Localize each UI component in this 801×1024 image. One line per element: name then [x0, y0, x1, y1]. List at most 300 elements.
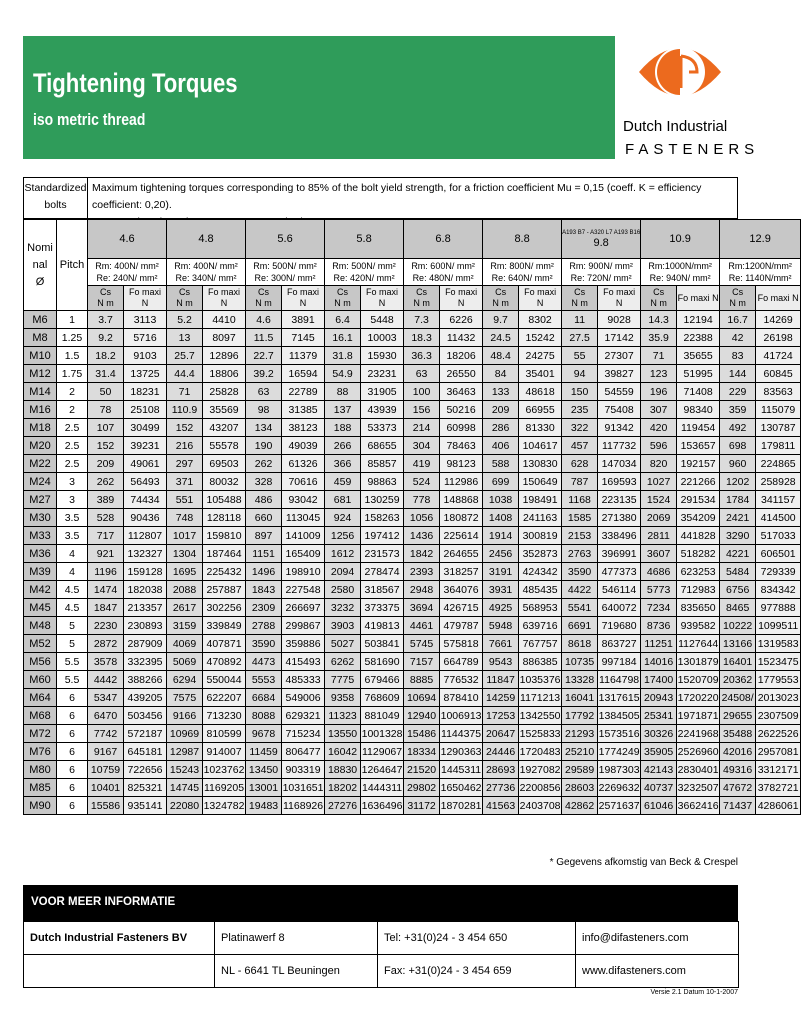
torque-cell: 11251: [641, 635, 677, 653]
grade-label: 5.8: [356, 233, 372, 245]
torque-cell: 137: [325, 401, 361, 419]
force-cell: 197412: [361, 527, 404, 545]
website-link[interactable]: www.difasteners.com: [576, 955, 739, 988]
force-cell: 49061: [124, 455, 167, 473]
torque-cell: 2763: [562, 545, 598, 563]
rm-value: Rm: 400N/ mm²: [174, 261, 238, 271]
unit-fo-part: N: [615, 298, 623, 308]
brand-name-line2: FASTENERS: [625, 141, 760, 158]
thread-size-cell: M8: [24, 329, 57, 347]
force-cell: 55578: [203, 437, 246, 455]
torque-cell: 4473: [246, 653, 282, 671]
torque-cell: 42016: [720, 743, 756, 761]
force-cell: 11432: [440, 329, 483, 347]
torque-cell: 71: [167, 383, 203, 401]
force-cell: 141009: [282, 527, 325, 545]
version-label: Versie 2.1 Datum 10-1-2007: [650, 989, 738, 996]
thread-size-cell: M39: [24, 563, 57, 581]
unit-cs-part: N m: [97, 298, 114, 308]
torque-cell: 2948: [404, 581, 440, 599]
grade-label: 4.8: [198, 233, 214, 245]
unit-cs: [720, 286, 756, 311]
torque-cell: 27276: [325, 797, 361, 815]
unit-cs-part: Cs: [416, 287, 428, 297]
force-cell: 39231: [124, 437, 167, 455]
force-cell: 300819: [519, 527, 562, 545]
torque-cell: 960: [720, 455, 756, 473]
torque-cell: 5553: [246, 671, 282, 689]
grade-label: 5.6: [277, 233, 293, 245]
force-cell: 622207: [203, 689, 246, 707]
torque-cell: 8885: [404, 671, 440, 689]
force-cell: 36463: [440, 383, 483, 401]
force-cell: 878410: [440, 689, 483, 707]
force-cell: 2957081: [756, 743, 801, 761]
torque-cell: 8736: [641, 617, 677, 635]
force-cell: 3662416: [677, 797, 720, 815]
torque-cell: 133: [483, 383, 519, 401]
torque-cell: 28693: [483, 761, 519, 779]
pitch-cell: 4.5: [57, 599, 88, 617]
force-cell: 278474: [361, 563, 404, 581]
force-cell: 48618: [519, 383, 562, 401]
torque-cell: 2393: [404, 563, 440, 581]
torque-cell: 16042: [325, 743, 361, 761]
force-cell: 977888: [756, 599, 801, 617]
table-row: [24, 635, 801, 653]
rm-value: Rm: 500N/ mm²: [253, 261, 317, 271]
force-cell: 153657: [677, 437, 720, 455]
torque-cell: 12940: [404, 707, 440, 725]
table-row: [24, 527, 801, 545]
unit-cs-part: N m: [334, 298, 351, 308]
force-cell: 825321: [124, 779, 167, 797]
torque-cell: 5541: [562, 599, 598, 617]
torque-cell: 1612: [325, 545, 361, 563]
force-cell: 1720220: [677, 689, 720, 707]
force-cell: 640072: [598, 599, 641, 617]
thread-size-cell: M56: [24, 653, 57, 671]
strength-cell: [325, 259, 404, 286]
torque-cell: 3.7: [88, 311, 124, 329]
force-cell: 517033: [756, 527, 801, 545]
force-cell: 225614: [440, 527, 483, 545]
grade-header: [562, 220, 641, 259]
torque-cell: 9543: [483, 653, 519, 671]
torque-cell: 24.5: [483, 329, 519, 347]
force-cell: 53373: [361, 419, 404, 437]
table-row: [24, 311, 801, 329]
force-cell: 148868: [440, 491, 483, 509]
email-link[interactable]: info@difasteners.com: [576, 922, 739, 955]
torque-cell: 3694: [404, 599, 440, 617]
torque-cell: 1585: [562, 509, 598, 527]
torque-cell: 2230: [88, 617, 124, 635]
rm-value: Rm: 800N/ mm²: [490, 261, 554, 271]
page-title: Tightening Torques: [33, 68, 238, 98]
force-cell: 1168926: [282, 797, 325, 815]
thread-size-cell: M76: [24, 743, 57, 761]
table-row: [24, 653, 801, 671]
unit-fo: [203, 286, 246, 311]
force-cell: 1520709: [677, 671, 720, 689]
force-cell: 549006: [282, 689, 325, 707]
pitch-cell: 1: [57, 311, 88, 329]
table-row: [24, 797, 801, 815]
torque-cell: 13328: [562, 671, 598, 689]
force-cell: 25828: [203, 383, 246, 401]
force-cell: 104617: [519, 437, 562, 455]
torque-cell: 262: [246, 455, 282, 473]
table-row: [24, 455, 801, 473]
torque-cell: 2617: [167, 599, 203, 617]
force-cell: 51995: [677, 365, 720, 383]
intro-line-1: Maximum tightening torques corresponding to 85% of the bolt yield strength, for a friction coefficient Mu = 0,15 (coeff. K = efficiency coefficient: 0,20).: [92, 182, 702, 211]
force-cell: 881049: [361, 707, 404, 725]
force-cell: 1324782: [203, 797, 246, 815]
force-cell: 93042: [282, 491, 325, 509]
torque-cell: 2421: [720, 509, 756, 527]
unit-cs-part: N m: [255, 298, 272, 308]
torque-cell: 1436: [404, 527, 440, 545]
torque-cell: 10969: [167, 725, 203, 743]
nominal-label-part: Nomi: [27, 241, 53, 254]
force-cell: 23231: [361, 365, 404, 383]
torque-cell: 2309: [246, 599, 282, 617]
torque-cell: 897: [246, 527, 282, 545]
force-cell: 147034: [598, 455, 641, 473]
pitch-cell: 2: [57, 401, 88, 419]
unit-cs-part: N m: [571, 298, 588, 308]
force-cell: 165409: [282, 545, 325, 563]
force-cell: 373375: [361, 599, 404, 617]
pitch-cell: 2.5: [57, 437, 88, 455]
force-cell: 132327: [124, 545, 167, 563]
unit-fo: [519, 286, 562, 311]
force-cell: 26198: [756, 329, 801, 347]
force-cell: 1319583: [756, 635, 801, 653]
unit-fo-part: Fo maxi: [445, 287, 478, 297]
torque-cell: 35.9: [641, 329, 677, 347]
strength-cell: [246, 259, 325, 286]
torque-cell: 660: [246, 509, 282, 527]
unit-fo-part: N: [536, 298, 544, 308]
torque-cell: 13450: [246, 761, 282, 779]
torque-cell: 6470: [88, 707, 124, 725]
strength-cell: [88, 259, 167, 286]
unit-cs: [325, 286, 361, 311]
force-cell: 318257: [440, 563, 483, 581]
force-cell: 1525833: [519, 725, 562, 743]
force-cell: 5448: [361, 311, 404, 329]
strength-cell: [641, 259, 720, 286]
torque-cell: 5948: [483, 617, 519, 635]
force-cell: 2571637: [598, 797, 641, 815]
unit-fo-part: N: [299, 298, 307, 308]
force-cell: 15242: [519, 329, 562, 347]
force-cell: 14269: [756, 311, 801, 329]
force-cell: 8302: [519, 311, 562, 329]
torque-cell: 2580: [325, 581, 361, 599]
torque-cell: 3590: [562, 563, 598, 581]
strength-cell: [720, 259, 801, 286]
force-cell: 1523475: [756, 653, 801, 671]
force-cell: 2307509: [756, 707, 801, 725]
force-cell: 1779553: [756, 671, 801, 689]
unit-cs-part: Cs: [653, 287, 665, 297]
force-cell: 806477: [282, 743, 325, 761]
table-row: [24, 599, 801, 617]
force-cell: 388266: [124, 671, 167, 689]
force-cell: 810599: [203, 725, 246, 743]
pitch-cell: 6: [57, 725, 88, 743]
force-cell: 8097: [203, 329, 246, 347]
thread-size-cell: M48: [24, 617, 57, 635]
torque-cell: 71: [641, 347, 677, 365]
pitch-cell: 3.5: [57, 527, 88, 545]
torque-cell: 14016: [641, 653, 677, 671]
force-cell: 546114: [598, 581, 641, 599]
torque-cell: 1151: [246, 545, 282, 563]
pitch-cell: 6: [57, 761, 88, 779]
force-cell: 128118: [203, 509, 246, 527]
torque-cell: 1168: [562, 491, 598, 509]
table-row: [24, 347, 801, 365]
table-row: [24, 761, 801, 779]
torque-cell: 24508/: [720, 689, 756, 707]
force-cell: 424342: [519, 563, 562, 581]
unit-fo-part: Fo maxi: [524, 287, 557, 297]
force-cell: 130787: [756, 419, 801, 437]
force-cell: 24275: [519, 347, 562, 365]
torque-cell: 13550: [325, 725, 361, 743]
force-cell: 22789: [282, 383, 325, 401]
strength-cell: [404, 259, 483, 286]
torque-cell: 1524: [641, 491, 677, 509]
force-cell: 198491: [519, 491, 562, 509]
torque-cell: 366: [325, 455, 361, 473]
force-cell: 98863: [361, 473, 404, 491]
force-cell: 187464: [203, 545, 246, 563]
thread-size-cell: M60: [24, 671, 57, 689]
contact-row: [24, 955, 739, 988]
thread-size-cell: M12: [24, 365, 57, 383]
torque-cell: 50: [88, 383, 124, 401]
re-value: Re: 420N/ mm²: [333, 273, 395, 283]
force-cell: 13725: [124, 365, 167, 383]
unit-cs: [167, 286, 203, 311]
force-cell: 98123: [440, 455, 483, 473]
torque-cell: 31172: [404, 797, 440, 815]
force-cell: 9103: [124, 347, 167, 365]
torque-cell: 11459: [246, 743, 282, 761]
unit-fo-part: Fo maxi: [366, 287, 399, 297]
force-cell: 83563: [756, 383, 801, 401]
torque-cell: 6294: [167, 671, 203, 689]
thread-size-cell: M6: [24, 311, 57, 329]
torque-cell: 29589: [562, 761, 598, 779]
force-cell: 225432: [203, 563, 246, 581]
force-cell: 1035376: [519, 671, 562, 689]
force-cell: 71408: [677, 383, 720, 401]
force-cell: 719680: [598, 617, 641, 635]
force-cell: 41724: [756, 347, 801, 365]
force-cell: 550044: [203, 671, 246, 689]
unit-cs-part: Cs: [100, 287, 111, 297]
torque-cell: 9358: [325, 689, 361, 707]
torque-cell: 4686: [641, 563, 677, 581]
force-cell: 341157: [756, 491, 801, 509]
grade-header: [88, 220, 167, 259]
torque-cell: 528: [88, 509, 124, 527]
pitch-header: Pitch: [57, 220, 88, 311]
torque-cell: 13001: [246, 779, 282, 797]
force-cell: 18206: [440, 347, 483, 365]
force-cell: 130830: [519, 455, 562, 473]
force-cell: 415493: [282, 653, 325, 671]
table-row: [24, 743, 801, 761]
torque-cell: 457: [562, 437, 598, 455]
force-cell: 31905: [361, 383, 404, 401]
force-cell: 713230: [203, 707, 246, 725]
force-cell: 679466: [361, 671, 404, 689]
telephone: Tel: +31(0)24 - 3 454 650: [378, 922, 576, 955]
rm-value: Rm:1000N/mm²: [648, 261, 712, 271]
torque-cell: 21293: [562, 725, 598, 743]
force-cell: 227548: [282, 581, 325, 599]
torque-cell: 1196: [88, 563, 124, 581]
torque-cell: 3191: [483, 563, 519, 581]
torque-cell: 717: [88, 527, 124, 545]
thread-size-cell: M45: [24, 599, 57, 617]
torque-cell: 35905: [641, 743, 677, 761]
torque-cell: 152: [88, 437, 124, 455]
torque-table: [23, 219, 801, 815]
torque-cell: 3931: [483, 581, 519, 599]
grade-label: 6.8: [435, 233, 451, 245]
force-cell: 2200856: [519, 779, 562, 797]
force-cell: 159810: [203, 527, 246, 545]
force-cell: 1264647: [361, 761, 404, 779]
torque-cell: 31.4: [88, 365, 124, 383]
force-cell: 69503: [203, 455, 246, 473]
force-cell: 715234: [282, 725, 325, 743]
torque-cell: 699: [483, 473, 519, 491]
torque-cell: 216: [167, 437, 203, 455]
torque-cell: 16.7: [720, 311, 756, 329]
table-row: [24, 671, 801, 689]
force-cell: 17142: [598, 329, 641, 347]
force-cell: 60998: [440, 419, 483, 437]
force-cell: 1023762: [203, 761, 246, 779]
force-cell: 287909: [124, 635, 167, 653]
torque-cell: 94: [562, 365, 598, 383]
grade-label: 4.6: [119, 233, 135, 245]
torque-cell: 9678: [246, 725, 282, 743]
torque-cell: 297: [167, 455, 203, 473]
force-cell: 230893: [124, 617, 167, 635]
torque-cell: 9167: [88, 743, 124, 761]
rm-value: Rm: 400N/ mm²: [95, 261, 159, 271]
torque-cell: 5.2: [167, 311, 203, 329]
force-cell: 5716: [124, 329, 167, 347]
address-line-1: Platinawerf 8: [215, 922, 378, 955]
force-cell: 439205: [124, 689, 167, 707]
torque-cell: 1474: [88, 581, 124, 599]
strength-row: [24, 259, 801, 286]
torque-cell: 359: [720, 401, 756, 419]
force-cell: 112986: [440, 473, 483, 491]
force-cell: 1099511: [756, 617, 801, 635]
torque-cell: 10694: [404, 689, 440, 707]
thread-size-cell: M20: [24, 437, 57, 455]
unit-cs-part: N m: [729, 298, 746, 308]
force-cell: 2241968: [677, 725, 720, 743]
unit-fo: [756, 286, 801, 311]
torque-cell: 22080: [167, 797, 203, 815]
torque-cell: 18334: [404, 743, 440, 761]
table-row: [24, 545, 801, 563]
torque-cell: 16041: [562, 689, 598, 707]
force-cell: 997184: [598, 653, 641, 671]
force-cell: 182038: [124, 581, 167, 599]
torque-cell: 778: [404, 491, 440, 509]
torque-cell: 40737: [641, 779, 677, 797]
torque-cell: 18.3: [404, 329, 440, 347]
force-cell: 39827: [598, 365, 641, 383]
force-cell: 1870281: [440, 797, 483, 815]
torque-cell: 41563: [483, 797, 519, 815]
torque-cell: 22.7: [246, 347, 282, 365]
force-cell: 198910: [282, 563, 325, 581]
torque-cell: 6756: [720, 581, 756, 599]
torque-cell: 18202: [325, 779, 361, 797]
torque-cell: 7234: [641, 599, 677, 617]
thread-size-cell: M85: [24, 779, 57, 797]
torque-cell: 5745: [404, 635, 440, 653]
torque-cell: 11323: [325, 707, 361, 725]
torque-cell: 419: [404, 455, 440, 473]
re-value: Re: 300N/ mm²: [254, 273, 316, 283]
torque-cell: 5484: [720, 563, 756, 581]
force-cell: 179811: [756, 437, 801, 455]
brand-name-line1: Dutch Industrial: [623, 118, 728, 135]
force-cell: 169593: [598, 473, 641, 491]
torque-cell: 1695: [167, 563, 203, 581]
table-row: [24, 473, 801, 491]
torque-cell: 7575: [167, 689, 203, 707]
pitch-cell: 5: [57, 635, 88, 653]
force-cell: 1031651: [282, 779, 325, 797]
table-row: [24, 563, 801, 581]
torque-cell: 1496: [246, 563, 282, 581]
torque-cell: 524: [404, 473, 440, 491]
force-cell: 192157: [677, 455, 720, 473]
force-cell: 664789: [440, 653, 483, 671]
force-cell: 863727: [598, 635, 641, 653]
force-cell: 291534: [677, 491, 720, 509]
unit-fo-part: N: [141, 298, 149, 308]
torque-cell: 42: [720, 329, 756, 347]
torque-cell: 2094: [325, 563, 361, 581]
table-row: [24, 329, 801, 347]
unit-cs: [88, 286, 124, 311]
torque-cell: 235: [562, 401, 598, 419]
force-cell: 11379: [282, 347, 325, 365]
force-cell: 1290363: [440, 743, 483, 761]
torque-cell: 42143: [641, 761, 677, 779]
force-cell: 835650: [677, 599, 720, 617]
